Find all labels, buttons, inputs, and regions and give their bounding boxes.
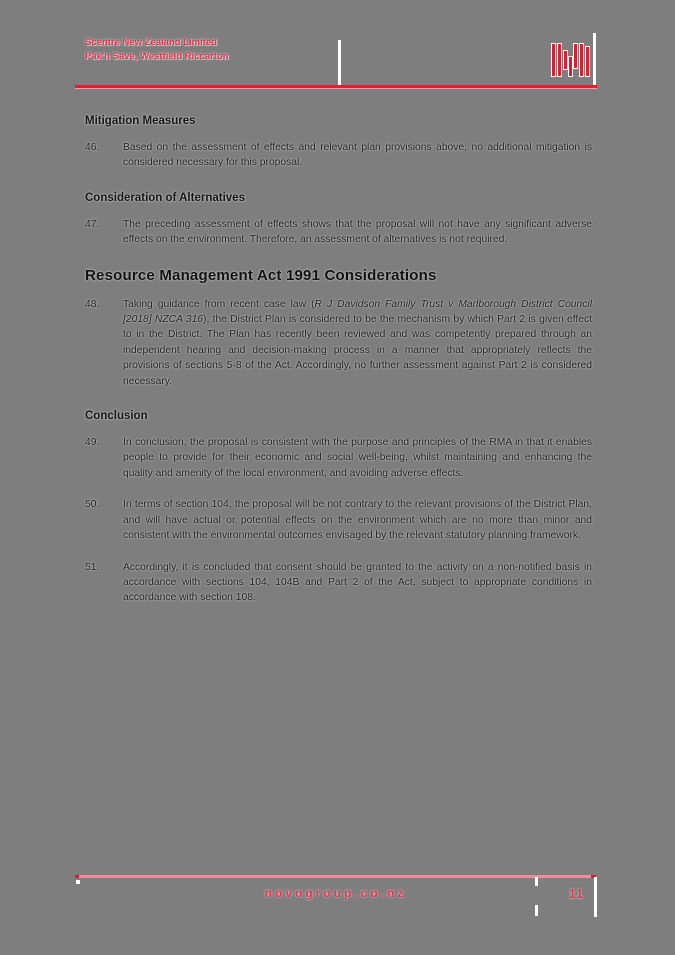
- paragraph-text: In conclusion, the proposal is consistent with the purpose and principles of the RMA in that it enables people to provide for their economic and social well-being, whilst maintaining and enhancing the quality and amenity of the local environment, and avoiding adverse effects.: [123, 437, 592, 479]
- logo-bar: [557, 43, 562, 77]
- numbered-paragraph: [85, 297, 592, 389]
- paragraph-number: 49.: [85, 437, 100, 449]
- logo-bar: [551, 43, 556, 77]
- paragraph-text-before-citation: Taking guidance from recent case law (: [123, 298, 315, 310]
- paragraph-number: 51.: [85, 561, 100, 573]
- paragraph-number: 48.: [85, 298, 100, 310]
- paragraph-text: The preceding assessment of effects shows that the proposal will not have any significant adverse effects on the environment. Therefore, an assessment of alternatives is not required.: [123, 218, 592, 246]
- header-divider-line: [338, 40, 341, 86]
- novo-group-logo-icon: [550, 42, 596, 86]
- section-heading-mitigation-measures: Mitigation Measures: [85, 115, 196, 127]
- footer-divider-dash-bottom: [535, 905, 538, 916]
- paragraph-text: [123, 297, 592, 389]
- paragraph-text: In terms of section 104, the proposal will be not contrary to the relevant provisions of the District Plan, and will have actual or potential effects on the environment which are no more than minor and consistent with the environmental outcomes envisaged by the relevant statutory planning framework.: [123, 499, 592, 542]
- numbered-paragraph: [85, 497, 592, 543]
- paragraph-text: Accordingly, it is concluded that consent should be granted to the activity on a non-notified basis in accordance with sections 104, 104B and Part 2 of the Act, subject to appropriate conditions in accordance with section 108.: [123, 561, 592, 604]
- paragraph-number: 47.: [85, 218, 100, 230]
- footer-divider-dash-top: [535, 877, 538, 886]
- case-law-citation: R J Davidson Family Trust v Marlborough District Council [2018] NZCA 316: [123, 298, 592, 326]
- numbered-paragraph: [85, 560, 592, 606]
- paragraph-text: Based on the assessment of effects and relevant plan provisions above, no additional mitigation is considered necessary for this proposal.: [123, 142, 592, 169]
- section-heading-consideration-of-alternatives: Consideration of Alternatives: [85, 191, 245, 204]
- header-company-block: [85, 36, 229, 63]
- page-number: 11: [568, 887, 584, 901]
- footer-website: novogroup.co.nz: [264, 886, 407, 900]
- header-rule-shadow: [75, 88, 597, 90]
- numbered-paragraph: [85, 217, 592, 248]
- section-heading-conclusion: Conclusion: [85, 410, 148, 423]
- paragraph-number: 46.: [85, 142, 100, 153]
- logo-bar: [585, 46, 590, 77]
- company-name: Scentre New Zealand Limited: [85, 37, 217, 48]
- footer-rule-left-cap: [75, 875, 79, 878]
- document-body: [85, 110, 592, 606]
- logo-bar: [573, 43, 578, 69]
- project-name: Pak'n Save, Westfield Riccarton: [85, 50, 229, 62]
- footer-rule: [75, 875, 596, 878]
- footer-left-mark: [76, 880, 80, 884]
- paragraph-text-after-citation: ), the District Plan is considered to be the mechanism by which Part 2 is given effect to in the District. The Plan has recently been reviewed and was competently prepared through an independent hearing and decision-making process in a manner that appropriately reflects the provisions of sections 5-8 of the Act. Accordingly, no further assessment against Part 2 is considered necessary.: [123, 314, 592, 387]
- numbered-paragraph: [85, 140, 592, 171]
- logo-bar: [579, 43, 584, 77]
- section-heading-rma-considerations: Resource Management Act 1991 Considerations: [85, 266, 437, 284]
- numbered-paragraph: [85, 435, 592, 481]
- paragraph-number: 50.: [85, 499, 100, 511]
- logo-right-divider: [593, 33, 596, 86]
